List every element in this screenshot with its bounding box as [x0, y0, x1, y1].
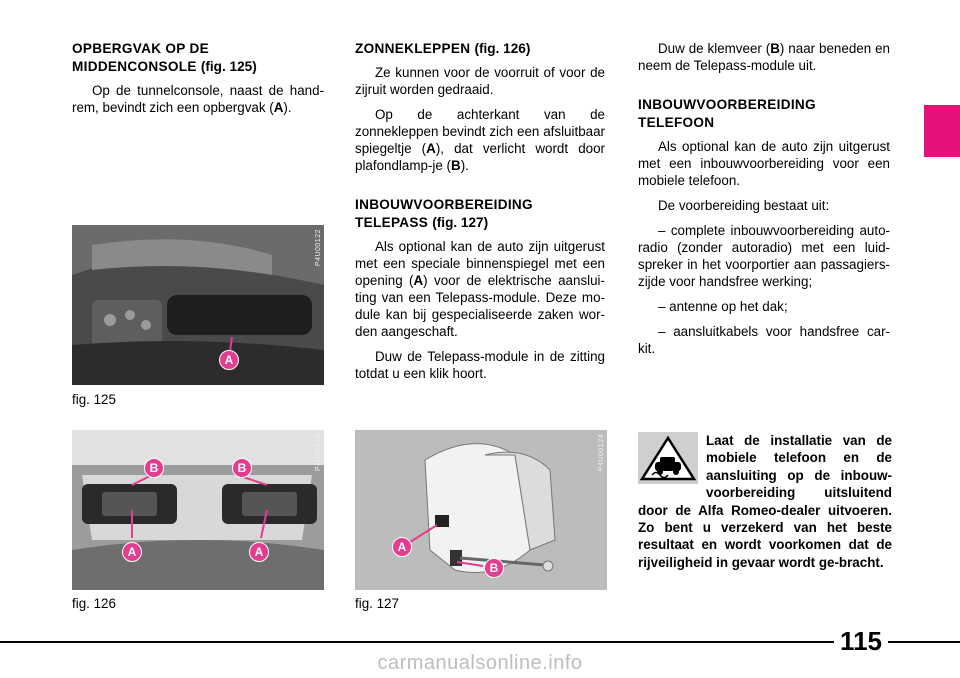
- section-heading-console: OPBERGVAK OP DE MIDDENCONSOLE (fig. 125): [72, 41, 257, 74]
- watermark: carmanualsonline.info: [377, 652, 583, 674]
- label-b-marker: B: [144, 458, 164, 478]
- section-heading-sunvisors: ZONNEKLEPPEN (fig. 126): [355, 41, 531, 56]
- label-a-marker: A: [392, 537, 412, 557]
- figure-code: P4U00122: [315, 229, 322, 267]
- label-a-marker: A: [249, 542, 269, 562]
- paragraph: Duw de Telepass-module in de zitting totdat u een klik hoort.: [355, 349, 605, 381]
- figure-127-caption: fig. 127: [355, 596, 399, 611]
- paragraph: Op de tunnelconsole, naast de hand-rem, bevindt zich een opbergvak (A).: [72, 83, 324, 115]
- warning-note: Laat de installatie van de mobiele telefoon en de aansluiting op de inbouw-voorbereiding uitsluitend door de Alfa Romeo-dealer uitvoeren. Zo bent u verzekerd van het beste resultaat en wordt voorkomen dat de rijveiligheid in gevaar wordt ge-bracht.: [638, 433, 892, 570]
- warning-icon: [638, 432, 698, 484]
- paragraph: Op de achterkant van de zonnekleppen bevindt zich een afsluitbaar spiegeltje (A), dat verlicht wordt door plafondlamp-je (B).: [355, 107, 606, 173]
- label-a-marker: A: [219, 350, 239, 370]
- section-heading-telepass: INBOUWVOORBEREIDING TELEPASS (fig. 127): [355, 197, 533, 230]
- paragraph: Als optional kan de auto zijn uitgerust met een inbouwvoorbereiding voor een mobiele telefoon.: [638, 139, 890, 188]
- paragraph: – complete inbouwvoorbereiding auto-radio (zonder autoradio) met een luid-spreker in het voorportier aan passagiers-zijde voor handsfree werking;: [638, 223, 890, 289]
- figure-127-image: [355, 430, 607, 590]
- footer-rule: [0, 641, 960, 643]
- paragraph: Ze kunnen voor de voorruit of voor de zijruit worden gedraaid.: [355, 65, 605, 97]
- column-2: [355, 40, 605, 390]
- paragraph: Als optional kan de auto zijn uitgerust met een speciale binnenspiegel met een opening (A) voor de elektrische aanslui-ting van een Telepass-module. Deze mo-dule kan bij gespecialiseerde zaken wor-den aangeschaft.: [355, 239, 605, 339]
- section-heading-phone: INBOUWVOORBEREIDING TELEFOON: [638, 97, 816, 130]
- figure-125-image: [72, 225, 324, 385]
- paragraph: – aansluitkabels voor handsfree car-kit.: [638, 324, 890, 356]
- figure-126-caption: fig. 126: [72, 596, 116, 611]
- figure-code: P4U00124: [598, 434, 605, 472]
- section-tab: [924, 105, 960, 157]
- figure-125-caption: fig. 125: [72, 392, 116, 407]
- label-b-marker: B: [232, 458, 252, 478]
- label-b-marker: B: [484, 558, 504, 578]
- page-number: 115: [834, 626, 888, 657]
- paragraph: Duw de klemveer (B) naar beneden en neem de Telepass-module uit.: [638, 41, 890, 73]
- figure-code: P4U00249: [315, 434, 322, 472]
- column-1: [72, 40, 324, 124]
- column-3: [638, 40, 890, 365]
- paragraph: De voorbereiding bestaat uit:: [658, 198, 830, 213]
- paragraph: – antenne op het dak;: [658, 299, 788, 314]
- label-a-marker: A: [122, 542, 142, 562]
- figure-126-image: [72, 430, 324, 590]
